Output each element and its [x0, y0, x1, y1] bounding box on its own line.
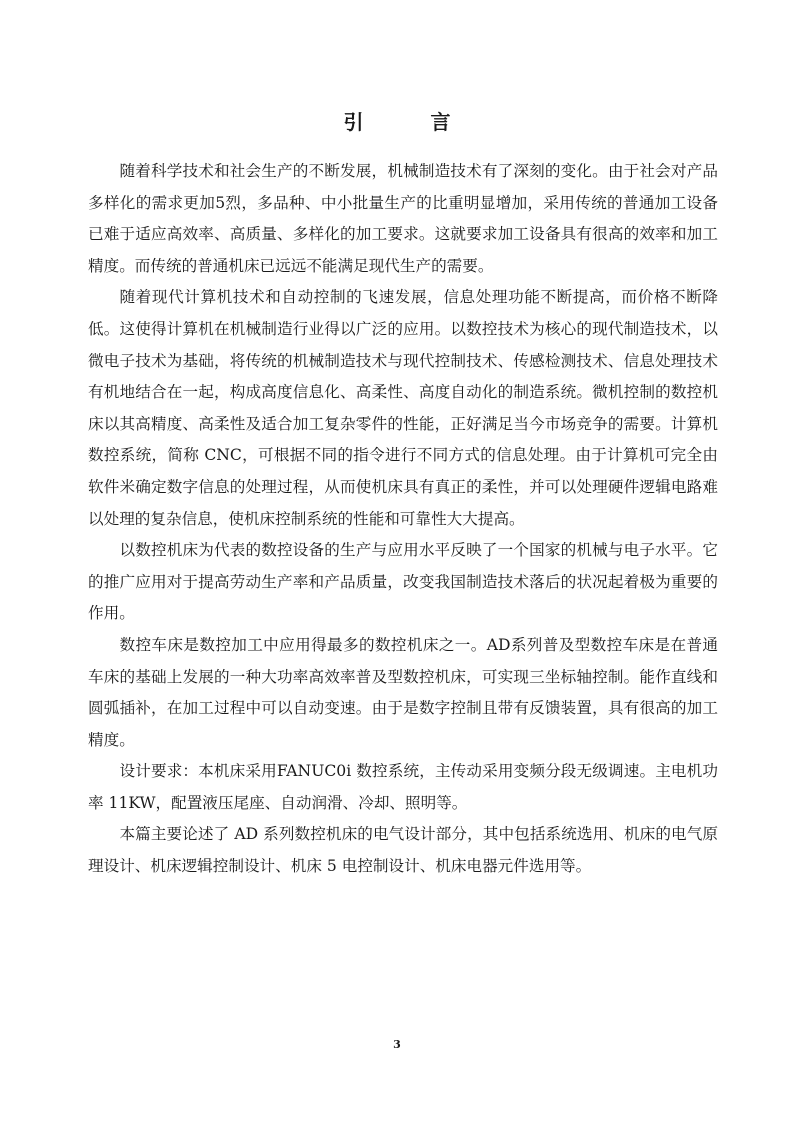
page-number: 3 — [393, 1038, 401, 1051]
paragraph-4: 数控车床是数控加工中应用得最多的数控机床之一。AD系列普及型数控车床是在普通车床的基础上发展的一种大功率高效率普及型数控机床，可实现三坐标轴控制。能作直线和圆弧插补，在加工过程中可以自动变速。由于是数字控制且带有反馈装置，具有很高的加工精度。 — [88, 635, 718, 749]
page-title: 引 言 — [343, 110, 481, 134]
paragraph-5: 设计要求：本机床采用FANUC0i 数控系统，主传动采用变频分段无级调速。主电机功率 11KW，配置液压尾座、自动润滑、冷却、照明等。 — [88, 762, 718, 812]
paragraph-2: 随着现代计算机技术和自动控制的飞速发展，信息处理功能不断提高，而价格不断降低。这使得计算机在机械制造行业得以广泛的应用。以数控技术为核心的现代制造技术，以微电子技术为基础，将传统的机械制造技术与现代控制技术、传感检测技术、信息处理技术有机地结合在一起，构成高度信息化、高柔性、高度自动化的制造系统。微机控制的数控机床以其高精度、高柔性及适合加工复杂零件的性能，正好满足当今市场竞争的需要。计算机数控系统，简称 CNC，可根据不同的指令进行不同方式的信息处理。由于计算机可完全由软件米确定数字信息的处理过程，从而使机床具有真正的柔性，并可以处理硬件逻辑电路难以处理的复杂信息，使机床控制系统的性能和可靠性大大提高。 — [88, 288, 718, 528]
paragraph-1: 随着科学技术和社会生产的不断发展，机械制造技术有了深刻的变化。由于社会对产品多样化的需求更加5烈，多品种、中小批量生产的比重明显增加，采用传统的普通加工设备已难于适应高效率、高质量、多样化的加工要求。这就要求加工设备具有很高的效率和加工精度。而传统的普通机床已远远不能满足现代生产的需要。 — [88, 162, 718, 275]
document-body — [88, 156, 718, 883]
paragraph-6: 本篇主要论述了 AD 系列数控机床的电气设计部分，其中包括系统选用、机床的电气原理设计、机床逻辑控制设计、机床 5 电控制设计、机床电器元件选用等。 — [88, 825, 718, 876]
paragraph-3: 以数控机床为代表的数控设备的生产与应用水平反映了一个国家的机械与电子水平。它的推广应用对于提高劳动生产率和产品质量，改变我国制造技术落后的状况起着极为重要的作用。 — [88, 541, 718, 623]
